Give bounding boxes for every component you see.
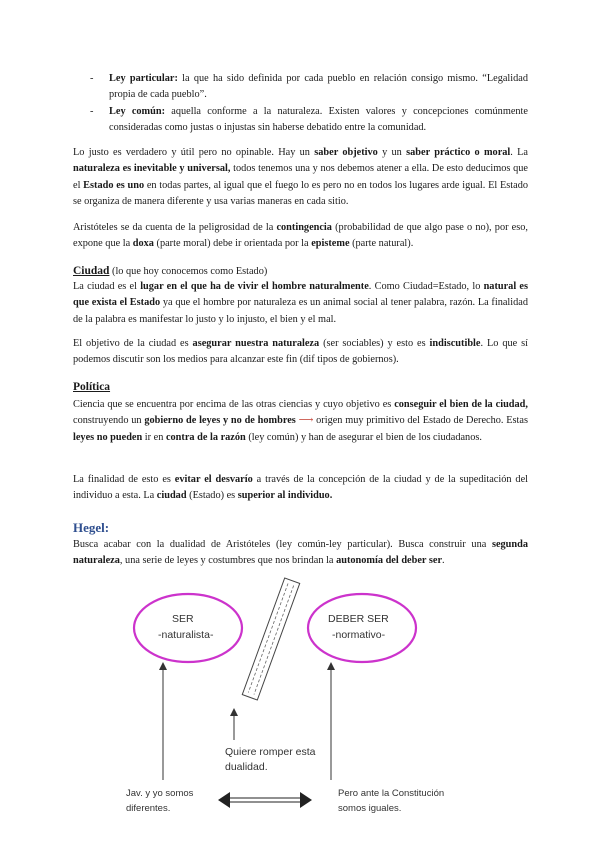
bold-run: contra de la razón <box>165 431 246 443</box>
deber-ser-title: DEBER SER <box>328 613 389 625</box>
text-run: La finalidad de esto es <box>73 474 175 485</box>
text-run: Lo justo es verdadero y útil pero no opinable. Hay un <box>73 147 315 158</box>
bold-run: contingencia <box>276 222 332 233</box>
deber-ser-subtitle: -normativo- <box>332 629 386 641</box>
text-run: . Lo que sí podemos discutir son los medios para alcanzar este fin (dif tipos de gobiernos). <box>73 338 528 366</box>
text-run: ya que el hombre por naturaleza es un animal social al tener palabra, razón. La finalidad de la palabra es manifestar lo justo y lo injusto, el bien y el mal. <box>73 297 529 325</box>
bold-run: lugar en el que ha de vivir el hombre naturalmente <box>140 281 369 292</box>
text-run: (Estado) es <box>186 490 238 502</box>
deber-ser-ellipse <box>308 594 416 662</box>
heading-ciudad-note: (lo que hoy conocemos como Estado) <box>109 266 268 277</box>
bold-run: gobierno de leyes y no de hombres <box>144 415 296 427</box>
bold-run: saber práctico o moral <box>406 147 511 158</box>
text-run: (parte natural). <box>349 238 414 250</box>
bold-run: autonomía del deber ser <box>336 555 443 567</box>
text-run: (ser sociables) y esto es <box>319 338 430 349</box>
bold-run: conseguir el bien de la ciudad, <box>394 399 528 410</box>
bold-run: episteme <box>311 238 350 250</box>
text-run: origen muy primitivo del Estado de Derecho. Estas <box>316 415 528 427</box>
ser-ellipse <box>134 594 242 662</box>
bold-run: superior al individuo. <box>237 490 333 502</box>
bold-run: leyes no pueden <box>73 431 143 443</box>
text-run: Ciencia que se encuentra por encima de las otras ciencias y cuyo objetivo es <box>73 399 395 410</box>
right-label-line1: Pero ante la Constitución <box>338 788 445 799</box>
bold-run: saber objetivo <box>314 147 378 158</box>
text-run: construyendo un <box>73 415 145 427</box>
text-run: (parte moral) debe ir orientada por la <box>153 238 312 250</box>
term-ley-particular: Ley particular: <box>109 73 178 84</box>
left-label-line2: diferentes. <box>126 803 171 814</box>
text-run: La ciudad es el <box>73 281 141 292</box>
heading-ciudad-title: Ciudad <box>73 265 110 277</box>
ser-subtitle: -naturalista- <box>158 629 214 641</box>
text-run: , una serie de leyes y costumbres que nos brindan la <box>119 555 337 567</box>
double-arrow-icon <box>218 792 312 808</box>
list-dash: - <box>90 73 94 84</box>
text-run: . Como Ciudad=Estado, lo <box>368 281 484 292</box>
term-ley-comun: Ley común: <box>109 106 166 117</box>
text-run: Aristóteles se da cuenta de la peligrosidad de la <box>73 222 277 233</box>
text-run: Busca acabar con la dualidad de Aristóteles (ley común-ley particular). Busca construir una <box>73 539 492 550</box>
bold-run: naturaleza es inevitable y universal, <box>73 163 231 175</box>
bold-run: indiscutible <box>429 338 481 349</box>
break-label-line1: Quiere romper esta <box>225 746 316 758</box>
text-run: . <box>442 555 445 567</box>
bold-run: evitar el desvarío <box>174 474 253 485</box>
bold-run: asegurar nuestra naturaleza <box>192 338 320 349</box>
definition-ley-particular: la que ha sido definida por cada pueblo en relación consigo mismo. “Legalidad propia de cada pueblo”. <box>109 73 529 101</box>
bold-run: Estado es uno <box>83 179 145 191</box>
text-run: (probabilidad de que algo pase o no), por eso, expone que la <box>73 222 528 250</box>
bold-run: segunda naturaleza <box>73 539 528 567</box>
text-run: El objetivo de la ciudad es <box>73 338 193 349</box>
text-run: todos tenemos una y nos debemos atener a ella. De esto deducimos que el <box>73 163 528 191</box>
left-label-line1: Jav. y yo somos <box>126 788 194 799</box>
text-run: . La <box>510 147 528 158</box>
heading-politica: Política <box>73 381 111 393</box>
break-label-line2: dualidad. <box>225 761 268 773</box>
bold-run: doxa <box>132 238 154 250</box>
text-run: en todas partes, al igual que el fuego lo es pero no en todos los lugares arde igual. El Estado se organiza de manera diferente y usa varias maneras en cada sitio. <box>73 179 528 208</box>
list-dash: - <box>90 106 94 117</box>
ser-title: SER <box>172 613 194 625</box>
text-run: ir en <box>142 431 166 443</box>
bold-run: ciudad <box>156 490 187 502</box>
text-run: y un <box>377 147 407 158</box>
definition-ley-comun: aquella conforme a la naturaleza. Existen valores y concepciones comúnmente consideradas como justas o injustas sin haberse debatido entre la comunidad. <box>109 106 528 134</box>
right-label-line2: somos iguales. <box>338 803 402 814</box>
heading-hegel: Hegel: <box>73 520 110 535</box>
right-arrow-icon: ⟶ <box>295 415 317 427</box>
bold-run: natural es que exista el Estado <box>73 281 528 309</box>
breaking-bar <box>242 578 299 700</box>
text-run: a través de la concepción de la ciudad y de la supeditación del individuo a esta. La <box>73 474 528 502</box>
text-run: (ley común) y han de asegurar el bien de los ciudadanos. <box>245 431 482 443</box>
